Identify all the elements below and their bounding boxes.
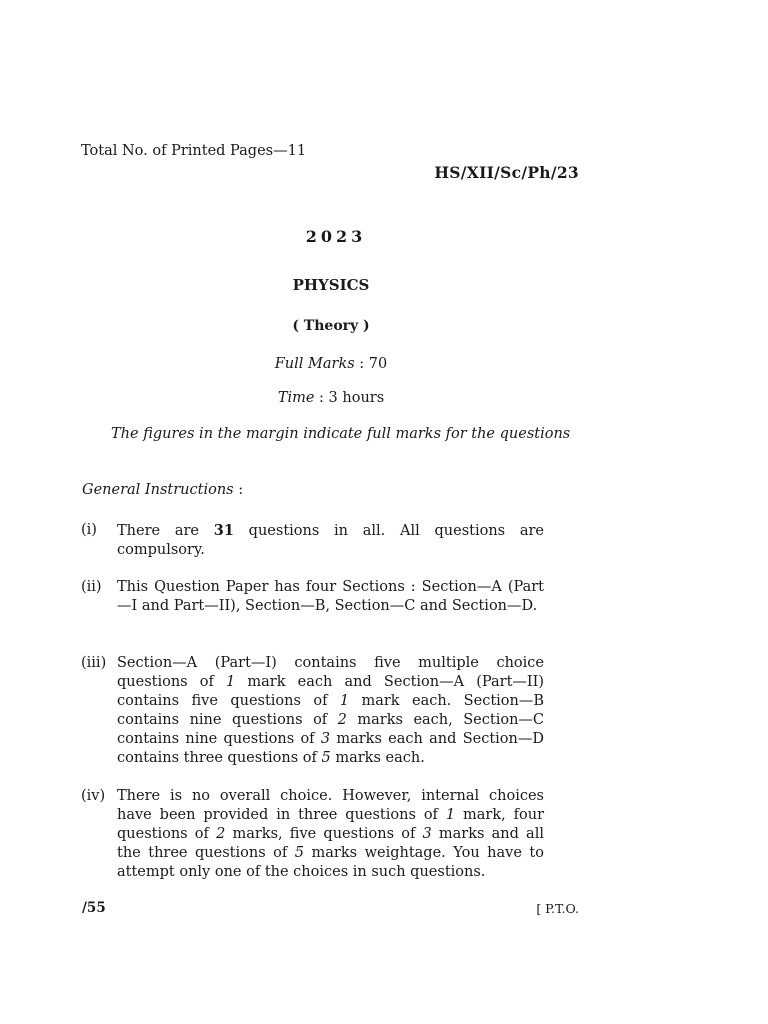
paper-type: ( Theory ) [292,318,370,334]
paper-code: HS/XII/Sc/Ph/23 [434,163,579,182]
time-value: : 3 hours [314,390,385,406]
marks-number: 2 [216,826,226,842]
instruction-text [117,521,544,560]
full-marks-value: : 70 [354,356,388,372]
instruction-text [117,787,544,882]
marks-number: 5 [294,845,304,861]
marks-number: 5 [321,750,331,766]
please-turn-over: [ P.T.O. [536,901,579,916]
marks-number: 1 [226,674,236,690]
full-marks [82,356,580,372]
instruction-text-part: There are [117,523,214,539]
subject-title: PHYSICS [292,276,370,294]
instruction-text-part: marks weightage. You have to attempt only one of the choices in such questions. [117,845,544,880]
general-instructions-label: General Instructions [82,482,234,498]
general-instructions-colon: : [233,482,244,498]
instruction-text-part: Section—A (Part—I) contains five multiple choice questions of [117,655,544,690]
marks-number: 3 [320,731,331,747]
instruction-text-part: questions in all. All questions are compulsory. [117,523,545,558]
instruction-text-part: mark each. Section—B contains nine questions of [117,693,545,728]
instruction-text [117,654,544,768]
exam-year: 2023 [305,227,367,246]
instruction-number: (iii) [81,655,107,671]
question-count: 31 [213,522,234,539]
instruction-text: This Question Paper has four Sections : Section—A (Part—I and Part—II), Section—B, Section—C and Section—D. [117,579,544,614]
instruction-text-part: There is no overall choice. However, internal choices have been provided in three questions of [117,788,544,823]
instruction-number: (ii) [81,579,102,595]
printed-pages-count: Total No. of Printed Pages—11 [81,143,307,159]
marks-number: 1 [339,693,350,709]
general-instructions-heading [82,482,243,498]
instruction-item [81,787,544,882]
instruction-number: (i) [81,522,97,538]
instruction-text-part: marks each. [330,750,425,766]
instruction-item [81,654,544,768]
time-label: Time [277,390,315,406]
marks-number: 3 [422,826,432,842]
margin-marks-note: The figures in the margin indicate full marks for the questions [111,426,571,442]
instruction-text-part: marks, five questions of [225,826,423,842]
instruction-text-part: mark, four questions of [117,807,545,842]
full-marks-label: Full Marks [274,356,355,372]
time-allowed [82,390,580,406]
marks-number: 2 [337,712,347,728]
marks-number: 1 [445,807,456,823]
instruction-number: (iv) [81,788,106,804]
instruction-text-part: marks and all the three questions of [117,826,544,861]
instruction-text-part: mark each and Section—A (Part—II) contains five questions of [117,674,545,709]
instruction-text-part: marks each and Section—D contains three questions of [117,731,544,766]
instruction-item [81,521,544,560]
page-code: /55 [82,900,106,916]
instruction-text-part: marks each, Section—C contains nine questions of [117,712,545,747]
instruction-item [81,578,544,616]
